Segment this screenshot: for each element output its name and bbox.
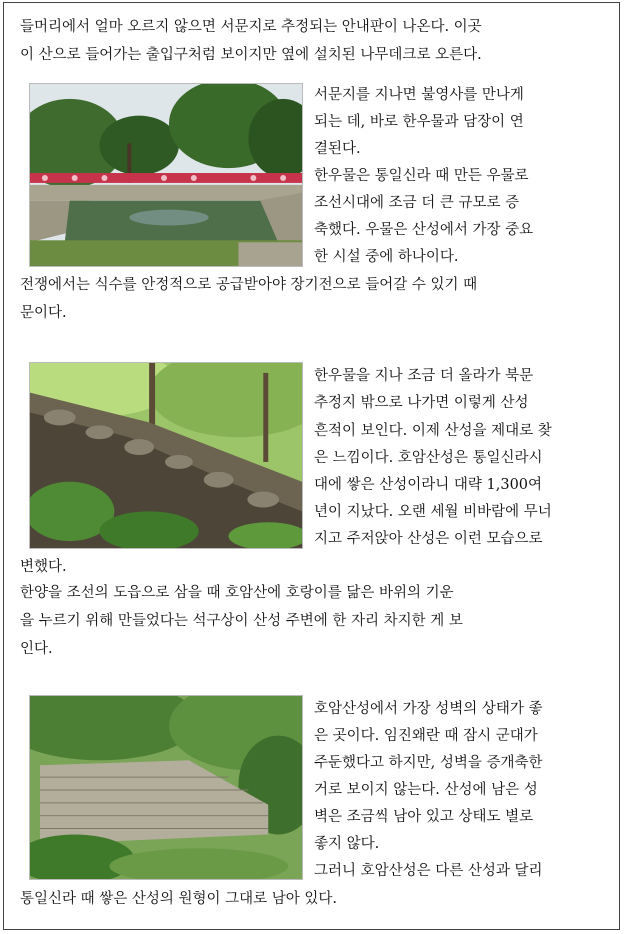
section1-line: 전쟁에서는 식수를 안정적으로 공급받아야 장기전으로 들어갈 수 있기 때 bbox=[20, 277, 478, 293]
section1-side-line: 축했다. 우물은 산성에서 가장 중요 bbox=[314, 222, 534, 238]
section1-side-line: 한 시설 중에 하나이다. bbox=[314, 249, 459, 265]
section2-line: 변했다. bbox=[20, 559, 67, 575]
section1-side-line: 되는 데, 바로 한우물과 담장이 연 bbox=[314, 114, 524, 130]
section2-line: 인다. bbox=[20, 641, 53, 657]
section3-side-line: 은 곳이다. 임진왜란 때 잠시 군대가 bbox=[314, 728, 538, 744]
section1-side-line: 조선시대에 조금 더 큰 규모로 증 bbox=[314, 195, 520, 211]
intro-line: 이 산으로 들어가는 출입구처럼 보이지만 옆에 설치된 나무데크로 오른다. bbox=[20, 47, 482, 63]
section2-side-line: 한우물을 지나 조금 더 올라가 북문 bbox=[314, 368, 534, 384]
fortress-ruins-photo bbox=[29, 362, 303, 549]
section3-side-line: 호암산성에서 가장 성벽의 상태가 좋 bbox=[314, 701, 543, 717]
section1-side-line: 결된다. bbox=[314, 141, 361, 157]
intro-line: 들머리에서 얼마 오르지 않으면 서문지로 추정되는 안내판이 나온다. 이곳 bbox=[20, 19, 482, 35]
section3-line: 통일신라 때 쌓은 산성의 원형이 그대로 남아 있다. bbox=[20, 891, 338, 907]
section3-side-line: 그러니 호암산성은 다른 산성과 달리 bbox=[314, 863, 543, 879]
section1-line: 문이다. bbox=[20, 305, 67, 321]
section2-side-line: 년이 지났다. 오랜 세월 비바람에 무너 bbox=[314, 504, 552, 520]
stone-wall-photo bbox=[29, 695, 303, 880]
section2-side-line: 흔적이 보인다. 이제 산성을 제대로 찾 bbox=[314, 423, 552, 439]
section1-side-line: 서문지를 지나면 불영사를 만나게 bbox=[314, 87, 524, 103]
section2-line: 한양을 조선의 도읍으로 삼을 때 호암산에 호랑이를 닮은 바위의 기운 bbox=[20, 585, 454, 601]
well-photo bbox=[29, 83, 303, 267]
section2-side-line: 지고 주저앉아 산성은 이런 모습으로 bbox=[314, 531, 543, 547]
section3-side-line: 거로 보이지 않는다. 산성에 남은 성 bbox=[314, 782, 538, 798]
section1-side-line: 한우물은 통일신라 때 만든 우물로 bbox=[314, 168, 529, 184]
section2-side-line: 대에 쌓은 산성이라니 대략 1,300여 bbox=[314, 477, 543, 493]
section2-side-line: 추정지 밖으로 나가면 이렇게 산성 bbox=[314, 395, 529, 411]
section3-side-line: 주둔했다고 하지만, 성벽을 증개축한 bbox=[314, 755, 543, 771]
section2-side-line: 은 느낌이다. 호암산성은 통일신라시 bbox=[314, 450, 543, 466]
section2-line: 을 누르기 위해 만들었다는 석구상이 산성 주변에 한 자리 차지한 게 보 bbox=[20, 613, 463, 629]
section3-side-line: 벽은 조금씩 남아 있고 상태도 별로 bbox=[314, 809, 534, 825]
section3-side-line: 좋지 않다. bbox=[314, 836, 380, 852]
